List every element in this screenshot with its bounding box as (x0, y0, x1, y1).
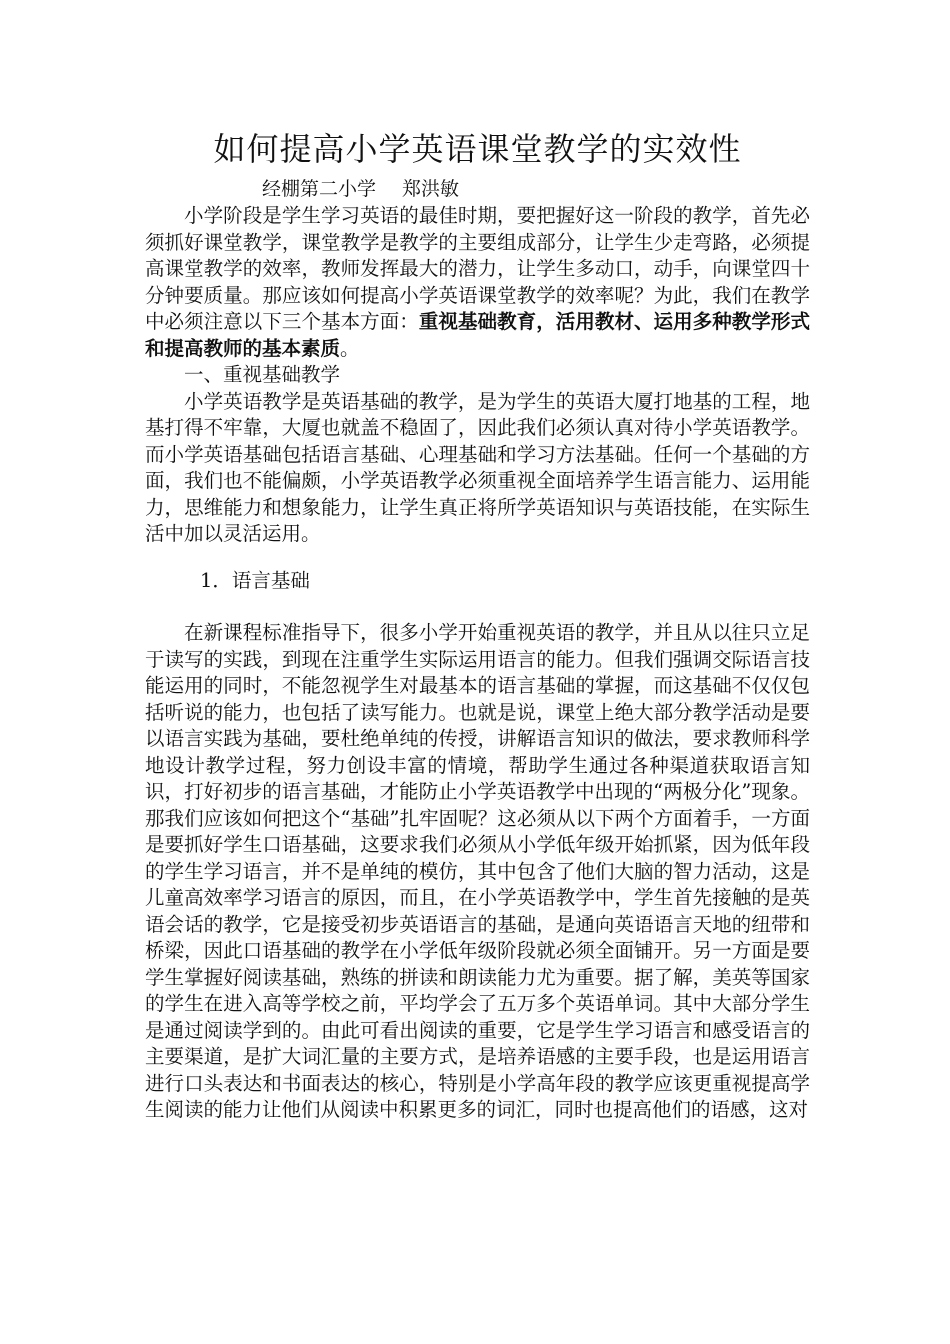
subsection-heading: 1．语言基础 (200, 568, 310, 592)
author-name: 郑洪敏 (402, 178, 460, 200)
intro-bold-text: 重视基础教育，活用教材、运用多种教学形式和提高教师的基本素质 (145, 310, 810, 360)
school-name: 经棚第二小学 (262, 178, 377, 200)
intro-paragraph (145, 203, 810, 362)
document-page (145, 128, 810, 1124)
section-paragraph: 小学英语教学是英语基础的教学，是为学生的英语大厦打地基的工程，地基打得不牢靠，大厦也就盖不稳固了，因此我们必须认真对待小学英语教学。而小学英语基础包括语言基础、心理基础和学习方法基础。任何一个基础的方面，我们也不能偏颇，小学英语教学必须重视全面培养学生语言能力、运用能力，思维能力和想象能力，让学生真正将所学英语知识与英语技能，在实际生活中加以灵活运用。 (145, 389, 810, 545)
byline (145, 176, 810, 203)
intro-text: 小学阶段是学生学习英语的最佳时期，要把握好这一阶段的教学，首先必须抓好课堂教学，课堂教学是教学的主要组成部分，让学生少走弯路，必须提高课堂教学的效率，教师发挥最大的潜力，让学生多动口，动手，向课堂四十分钟要质量。那应该如何提高小学英语课堂教学的效率呢？为此，我们在教学中必须注意以下三个基本方面： (145, 204, 810, 333)
section-heading: 一、重视基础教学 (184, 363, 341, 386)
intro-end: 。 (340, 336, 360, 360)
document-title: 如何提高小学英语课堂教学的实效性 (213, 130, 742, 168)
subsection-paragraph: 在新课程标准指导下，很多小学开始重视英语的教学，并且从以往只立足于读写的实践，到现在注重学生实际运用语言的能力。但我们强调交际语言技能运用的同时，不能忽视学生对最基本的语言基础的掌握，而这基础不仅仅包括听说的能力，也包括了读写能力。也就是说，课堂上绝大部分教学活动是要以语言实践为基础，要杜绝单纯的传授，讲解语言知识的做法，要求教师科学地设计教学过程，努力创设丰富的情境，帮助学生通过各种渠道获取语言知识，打好初步的语言基础，才能防止小学英语教学中出现的“两极分化”现象。那我们应该如何把这个“基础”扎牢固呢？这必须从以下两个方面着手，一方面是要抓好学生口语基础，这要求我们必须从小学低年级开始抓紧，因为低年段的学生学习语言，并不是单纯的模仿，其中包含了他们大脑的智力活动，这是儿童高效率学习语言的原因，而且，在小学英语教学中，学生首先接触的是英语会话的教学，它是接受初步英语语言的基础，是通向英语语言天地的纽带和桥梁，因此口语基础的教学在小学低年级阶段就必须全面铺开。另一方面是要学生掌握好阅读基础，熟练的拼读和朗读能力尤为重要。据了解，美英等国家的学生在进入高等学校之前，平均学会了五万多个英语单词。其中大部分学生是通过阅读学到的。由此可看出阅读的重要，它是学生学习语言和感受语言的主要渠道，是扩大词汇量的主要方式，是培养语感的主要手段，也是运用语言进行口头表达和书面表达的核心，特别是小学高年段的教学应该更重视提高学生阅读的能力让他们从阅读中积累更多的词汇，同时也提高他们的语感，这对 (145, 621, 810, 1121)
